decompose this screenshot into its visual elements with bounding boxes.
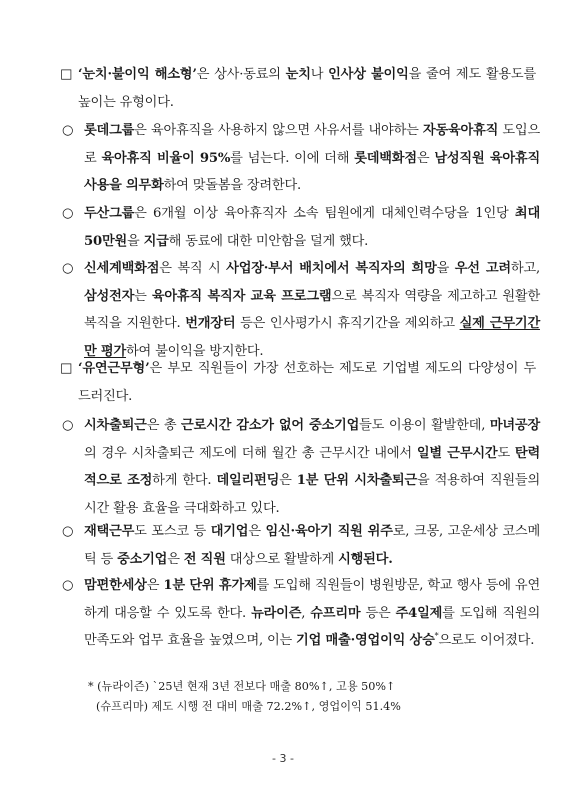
sub-bullet: ○	[62, 261, 74, 276]
page-number: - 3 -	[272, 752, 294, 765]
bullet-shinsegae: ○ 신세계백화점은 복직 시 사업장·부서 배치에서 복직자의 희망을 우선 고려하고, 삼성전자는 육아휴직 복직자 교육 프로그램으로 복직자 역량을 제고하고 원활한 복직을 지원한다. 번개장터 등은 인사평가시 휴직기간을 제외하고 실제 근무기간만 평가하여 불이익을 방지한다.	[62, 255, 540, 365]
bullet-doosan: ○ 두산그룹은 6개월 이상 육아휴직자 소속 팀원에게 대체인력수당을 1인당 최대 50만원을 지급해 동료에 대한 미안함을 덜게 했다.	[62, 200, 540, 255]
section-title: ‘눈치·불이익 해소형’	[78, 67, 197, 82]
footnote-line-2: (슈프리마) 제도 시행 전 대비 매출 72.2%↑, 영업이익 51.4%	[96, 700, 401, 713]
sub-bullet: ○	[62, 524, 74, 539]
section-bullet: □	[60, 67, 73, 82]
sub-bullet: ○	[62, 206, 74, 221]
footnote-marker: *	[434, 631, 439, 641]
section-bullet: □	[60, 361, 73, 376]
bullet-flexible-leave: ○ 맘편한세상은 1분 단위 휴가제를 도입해 직원들이 병원방문, 학교 행사 등에 유연하게 대응할 수 있도록 한다. 뉴라이즌, 슈프리마 등은 주4일제를 도입해 직원의 만족도와 업무 효율을 높였으며, 이는 기업 매출·영업이익 상승*으로도 이어졌다.	[62, 572, 540, 655]
footnote-line-1: * (뉴라이즌) `25년 현재 3년 전보다 매출 80%↑, 고용 50%↑	[88, 680, 396, 693]
section-flexible-work: □ ‘유연근무형’은 부모 직원들이 가장 선호하는 제도로 기업별 제도의 다양성이 두드러진다.	[60, 355, 536, 410]
bullet-remote-work: ○ 재택근무도 포스코 등 대기업은 임신·육아기 직원 위주로, 크몽, 고운세상 코스메틱 등 중소기업은 전 직원 대상으로 활발하게 시행된다.	[62, 518, 540, 573]
sub-bullet: ○	[62, 578, 74, 593]
bullet-lotte: ○ 롯데그룹은 육아휴직을 사용하지 않으면 사유서를 내야하는 자동육아휴직 도입으로 육아휴직 비율이 95%를 넘는다. 이에 더해 롯데백화점은 남성직원 육아휴직 사용을 의무화하여 맞돌봄을 장려한다.	[62, 117, 540, 200]
sub-bullet: ○	[62, 123, 74, 138]
section-title: ‘유연근무형’	[78, 361, 150, 376]
bullet-staggered-hours: ○ 시차출퇴근은 총 근로시간 감소가 없어 중소기업들도 이용이 활발한데, 마녀공장의 경우 시차출퇴근 제도에 더해 월간 총 근무시간 내에서 일별 근무시간도 탄력적으로 조정하게 한다. 데일리펀딩은 1분 단위 시차출퇴근을 적용하여 직원들의 시간 활용 효율을 극대화하고 있다.	[62, 412, 540, 522]
sub-bullet: ○	[62, 418, 74, 433]
section-eye-disadvantage: □ ‘눈치·불이익 해소형’은 상사·동료의 눈치나 인사상 불이익을 줄여 제도 활용도를 높이는 유형이다.	[60, 61, 536, 116]
